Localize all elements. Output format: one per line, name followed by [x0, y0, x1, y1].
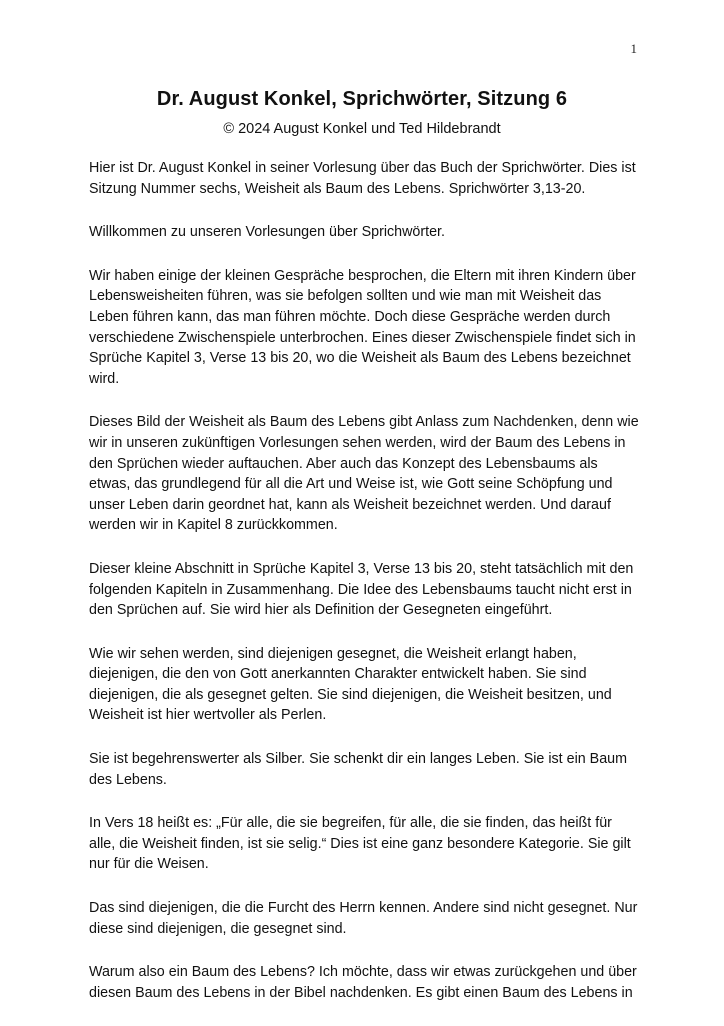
- copyright-line: © 2024 August Konkel und Ted Hildebrandt: [223, 121, 501, 137]
- paragraph: Das sind diejenigen, die die Furcht des Herrn kennen. Andere sind nicht gesegnet. Nur diese sind diejenigen, die gesegnet sind.: [89, 900, 638, 937]
- paragraph: Dieses Bild der Weisheit als Baum des Lebens gibt Anlass zum Nachdenken, denn wie wir in unseren zukünftigen Vorlesungen sehen werden, wird der Baum des Lebens in den Sprüchen wieder auftauchen. Aber auch das Konzept des Lebensbaums als etwas, das grundlegend für all die Art und Weise ist, wie Gott seine Schöpfung und unser Leben darin geordnet hat, kann als Weisheit bezeichnet werden. Und darauf werden wir in Kapitel 8 zurückkommen.: [89, 414, 639, 534]
- paragraph: Hier ist Dr. August Konkel in seiner Vorlesung über das Buch der Sprichwörter. Dies ist Sitzung Nummer sechs, Weisheit als Baum des Lebens. Sprichwörter 3,13-20.: [89, 160, 636, 197]
- paragraph: Sie ist begehrenswerter als Silber. Sie schenkt dir ein langes Leben. Sie ist ein Baum des Lebens.: [89, 751, 628, 788]
- paragraph: In Vers 18 heißt es: „Für alle, die sie begreifen, für alle, die sie finden, das heißt für alle, die Weisheit finden, ist sie selig.“ Dies ist eine ganz besondere Kategorie. Sie gilt nur für die Weisen.: [89, 815, 631, 873]
- paragraph: Dieser kleine Abschnitt in Sprüche Kapitel 3, Verse 13 bis 20, steht tatsächlich mit den folgenden Kapiteln in Zusammenhang. Die Idee des Lebensbaums taucht nicht erst in den Sprüchen auf. Sie wird hier als Definition der Gesegneten eingeführt.: [89, 560, 634, 619]
- page-number: 1: [630, 41, 637, 56]
- paragraph: Willkommen zu unseren Vorlesungen über Sprichwörter.: [89, 224, 446, 241]
- paragraph: Wie wir sehen werden, sind diejenigen gesegnet, die Weisheit erlangt haben, diejenigen, die den von Gott anerkannten Charakter entwickelt haben. Sie sind diejenigen, die als gesegnet gelten. Sie sind diejenigen, die Weisheit besitzen, und Weisheit ist hier wertvoller als Perlen.: [89, 645, 612, 724]
- paragraph: Warum also ein Baum des Lebens? Ich möchte, dass wir etwas zurückgehen und über diesen Baum des Lebens in der Bibel nachdenken. Es gibt einen Baum des Lebens in: [89, 964, 637, 1001]
- document-title: Dr. August Konkel, Sprichwörter, Sitzung 6: [156, 88, 568, 110]
- paragraph: Wir haben einige der kleinen Gespräche besprochen, die Eltern mit ihren Kindern über Lebensweisheiten führen, was sie befolgen sollten und wie man mit Weisheit das Leben führen kann, das man führen möchte. Doch diese Gespräche werden durch verschiedene Zwischenspiele unterbrochen. Eines dieser Zwischenspiele findet sich in Sprüche Kapitel 3, Verse 13 bis 20, wo die Weisheit als Baum des Lebens bezeichnet wird.: [89, 267, 636, 387]
- document-body: [89, 158, 641, 1026]
